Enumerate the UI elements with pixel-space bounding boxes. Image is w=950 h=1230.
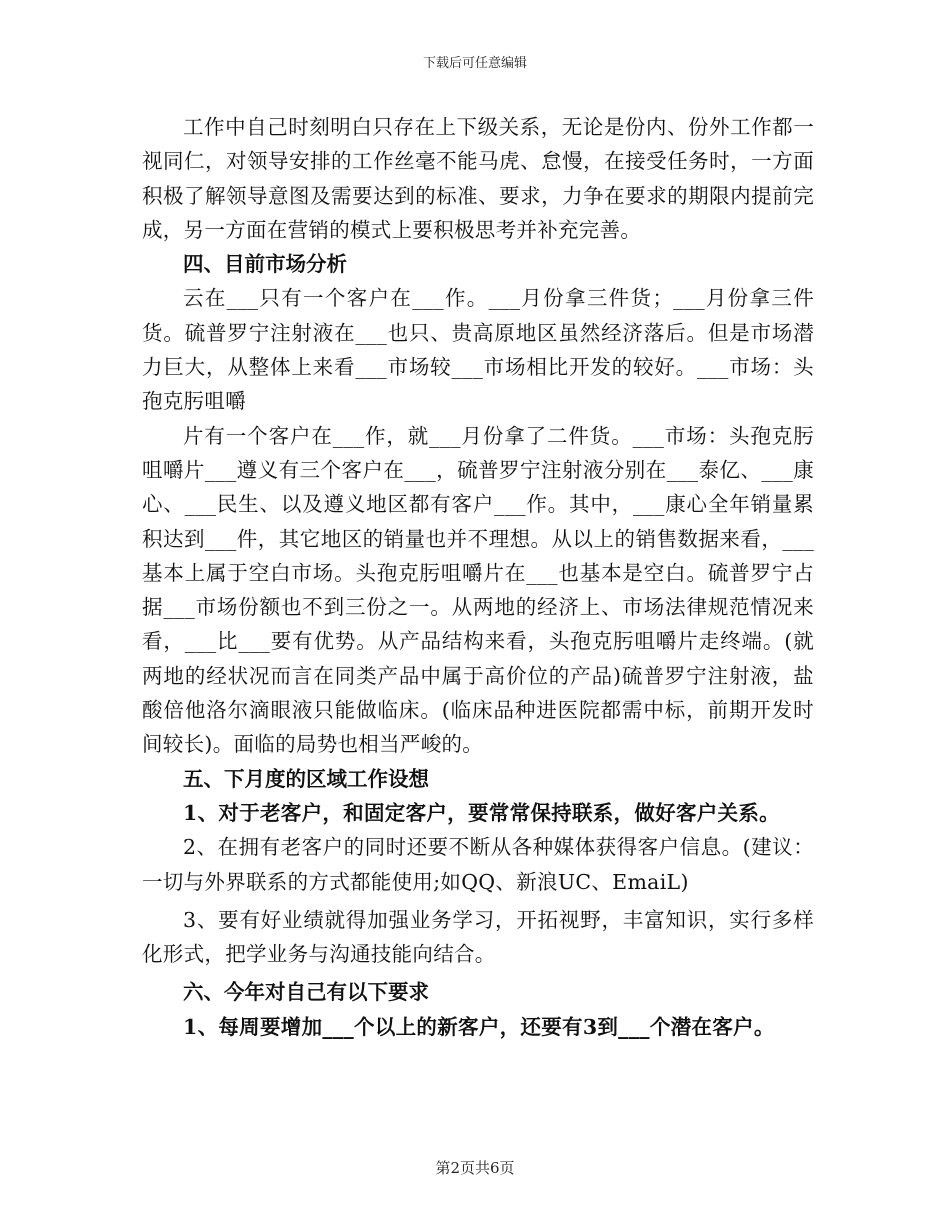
paragraph-work-attitude: 工作中自己时刻明白只存在上下级关系，无论是份内、份外工作都一视同仁，对领导安排的工作丝毫不能马虎、怠慢，在接受任务时，一方面积极了解领导意图及需要达到的标准、要求，力争在要求的期限内提前完成，另一方面在营销的模式上要积极思考并补充完善。	[142, 115, 814, 242]
requirement-item-1: 1、每周要增加___个以上的新客户，还要有3到___个潜在客户。	[183, 1014, 775, 1039]
paragraph-market-detail: 片有一个客户在___作，就___月份拿了二件货。___市场：头孢克肟咀嚼片___遵义有三个客户在___，硫普罗宁注射液分别在___泰亿、___康心、___民生、以及遵义地区都有客户___作。其中，___康心全年销量累积达到___件，其它地区的销量也并不理想。从以上的销售数据来看，___基本上属于空白市场。头孢克肟咀嚼片在___也基本是空白。硫普罗宁占据___市场份额也不到三份之一。从两地的经济上、市场法律规范情况来看，___比___要有优势。从产品结构来看，头孢克肟咀嚼片走终端。(就两地的经状况而言在同类产品中属于高价位的产品)硫普罗宁注射液，盐酸倍他洛尔滴眼液只能做临床。(临床品种进医院都需中标，前期开发时间较长)。面临的局势也相当严峻的。	[142, 423, 814, 757]
page-footer-page-number: 第2页共6页	[435, 1159, 515, 1177]
paragraph-market-yunnan: 云在___只有一个客户在___作。___月份拿三件货；___月份拿三件货。硫普罗宁注射液在___也只、贵高原地区虽然经济落后。但是市场潜力巨大，从整体上来看___市场较___市场相比开发的较好。___市场：头孢克肟咀嚼	[142, 286, 814, 414]
section-heading-self-requirements: 六、今年对自己有以下要求	[183, 980, 429, 1005]
plan-item-3: 3、要有好业绩就得加强业务学习，开拓视野，丰富知识，实行多样化形式，把学业务与沟通技能向结合。	[142, 907, 814, 967]
document-body	[142, 110, 814, 1044]
section-heading-market-analysis: 四、目前市场分析	[183, 252, 347, 277]
plan-item-2: 2、在拥有老客户的同时还要不断从各种媒体获得客户信息。(建议：一切与外界联系的方式都能使用;如QQ、新浪UC、EmaiL)	[142, 835, 814, 894]
plan-item-1: 1、对于老客户，和固定客户，要常常保持联系，做好客户关系。	[183, 800, 780, 825]
section-heading-next-month-plan: 五、下月度的区域工作设想	[183, 766, 429, 791]
page-header: 下载后可任意编辑	[422, 56, 527, 71]
